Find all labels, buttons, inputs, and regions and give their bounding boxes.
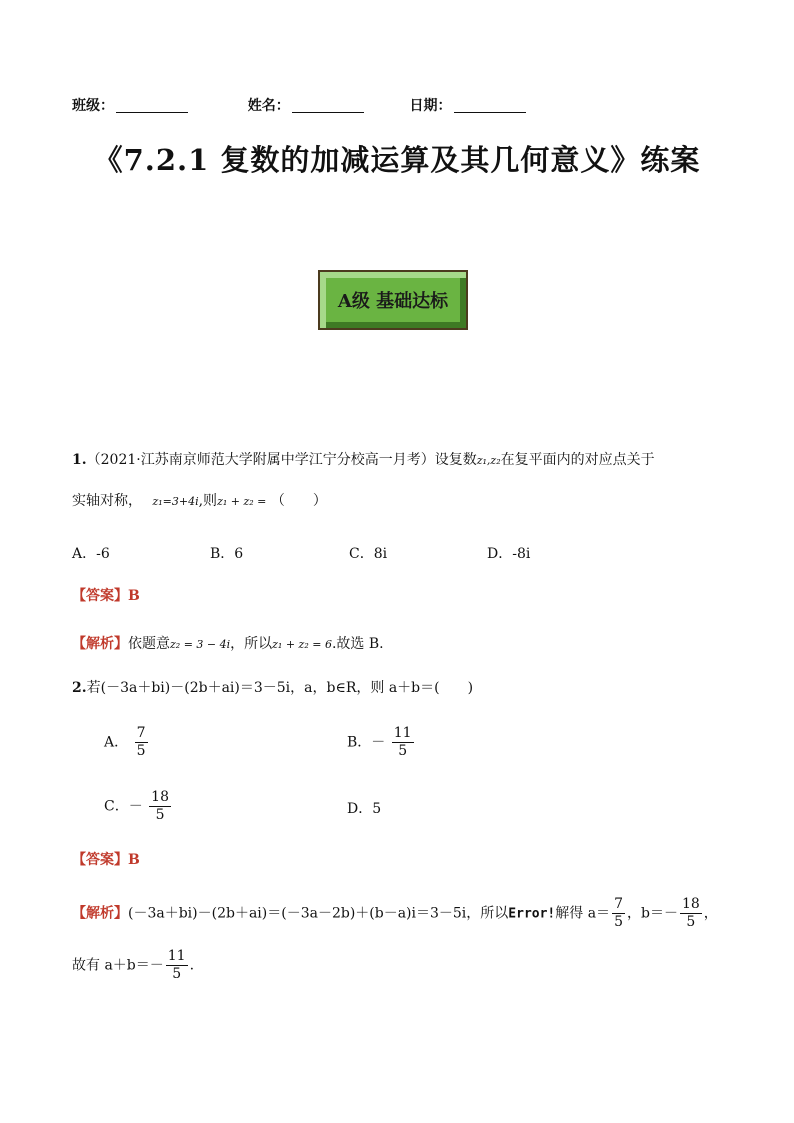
numerator: 11 (167, 948, 186, 964)
level-badge-label: A级 基础达标 (337, 291, 449, 312)
denominator: 5 (155, 807, 165, 823)
option-b[interactable] (347, 725, 416, 760)
name-blank[interactable] (292, 98, 364, 113)
analysis-text: 解得 a＝ (555, 905, 611, 922)
denominator: 5 (136, 743, 146, 759)
question-text: 实轴对称， (72, 493, 142, 509)
fraction (392, 725, 414, 760)
question-1-line-1 (72, 450, 732, 471)
fraction (166, 948, 188, 983)
analysis-line (72, 634, 384, 655)
numerator: 18 (151, 789, 169, 805)
analysis-label: 【解析】 (72, 636, 128, 652)
analysis-label: 【解析】 (72, 905, 128, 922)
date-blank[interactable] (454, 98, 526, 113)
question-text: 在复平面内的对应点关于 (500, 452, 655, 468)
fraction (680, 896, 702, 931)
answer-line (72, 586, 140, 606)
question-text: 若(－3a＋bi)－(2b＋ai)＝3－5i，a，b∈R，则 a＋b＝( ) (86, 680, 474, 696)
option-value: 5 (372, 801, 382, 817)
option-a[interactable] (104, 725, 150, 760)
class-label: 班级： (72, 98, 114, 114)
option-d[interactable] (347, 798, 381, 818)
question-text: ,则 (198, 493, 218, 509)
option-label: C． (104, 798, 129, 815)
sign: － (371, 734, 386, 751)
analysis-text: 依题意 (128, 636, 170, 652)
numerator: 7 (614, 896, 623, 912)
given-value: z₁=3+4i (152, 495, 199, 508)
page-title: 《7.2.1 复数的加减运算及其几何意义》练案 (93, 143, 701, 177)
fraction (135, 725, 148, 760)
question-1-line-2 (72, 491, 327, 512)
option-d[interactable]: D．-8i (487, 546, 531, 562)
answer-value: B (128, 852, 140, 868)
answer-label: 【答案】 (72, 852, 128, 868)
name-label: 姓名： (247, 98, 290, 114)
class-blank[interactable] (116, 98, 188, 113)
sign: － (128, 798, 143, 815)
separator: , (486, 454, 491, 467)
numerator: 7 (136, 725, 146, 741)
answer-value: B (128, 588, 140, 604)
analysis-text: (－3a＋bi)－(2b＋ai)＝(－3a－2b)＋(b－a)i＝3－5i，所以 (128, 905, 509, 922)
option-c[interactable]: C．8i (349, 546, 388, 562)
question-2-stem (72, 678, 473, 698)
denominator: 5 (614, 914, 623, 930)
analysis-formula: z₁ + z₂ = 6 (272, 638, 332, 651)
option-c[interactable] (104, 789, 173, 824)
question-number: 2. (72, 680, 87, 696)
analysis-line (72, 896, 718, 931)
option-b[interactable]: B．6 (210, 546, 244, 562)
option-label: B． (347, 734, 372, 751)
sum-expression: z₁ + z₂ = (217, 495, 267, 508)
analysis-formula: z₂ = 3 − 4i (170, 638, 231, 651)
denominator: 5 (398, 743, 408, 759)
error-text: Error! (508, 906, 556, 922)
analysis-text: ，所以 (230, 636, 273, 652)
denominator: 5 (686, 914, 696, 930)
fraction (612, 896, 625, 931)
option-a[interactable]: A．-6 (72, 546, 110, 562)
answer-line (72, 850, 140, 870)
analysis-text: 故有 a＋b＝－ (72, 957, 164, 974)
answer-paren: （ ） (270, 493, 327, 509)
option-label: D． (347, 801, 373, 817)
numerator: 18 (681, 896, 700, 912)
analysis-text: . (189, 957, 195, 974)
header-fields (72, 95, 526, 115)
z1-symbol: z₁ (476, 454, 487, 467)
analysis-text: .故选 B. (331, 636, 384, 652)
analysis-text: ，b＝－ (626, 905, 678, 922)
analysis-text: ， (703, 905, 718, 922)
fraction (149, 789, 171, 824)
question-source: （2021·江苏南京师范大学附属中学江宁分校高一月考）设复数 (86, 452, 477, 468)
z2-symbol: z₂ (490, 454, 501, 467)
denominator: 5 (172, 966, 182, 982)
question-number: 1. (72, 452, 87, 468)
level-badge (318, 270, 468, 330)
date-label: 日期： (409, 98, 452, 114)
analysis-conclusion (72, 948, 194, 983)
answer-label: 【答案】 (72, 588, 128, 604)
numerator: 11 (393, 725, 412, 741)
option-label: A． (104, 734, 129, 751)
